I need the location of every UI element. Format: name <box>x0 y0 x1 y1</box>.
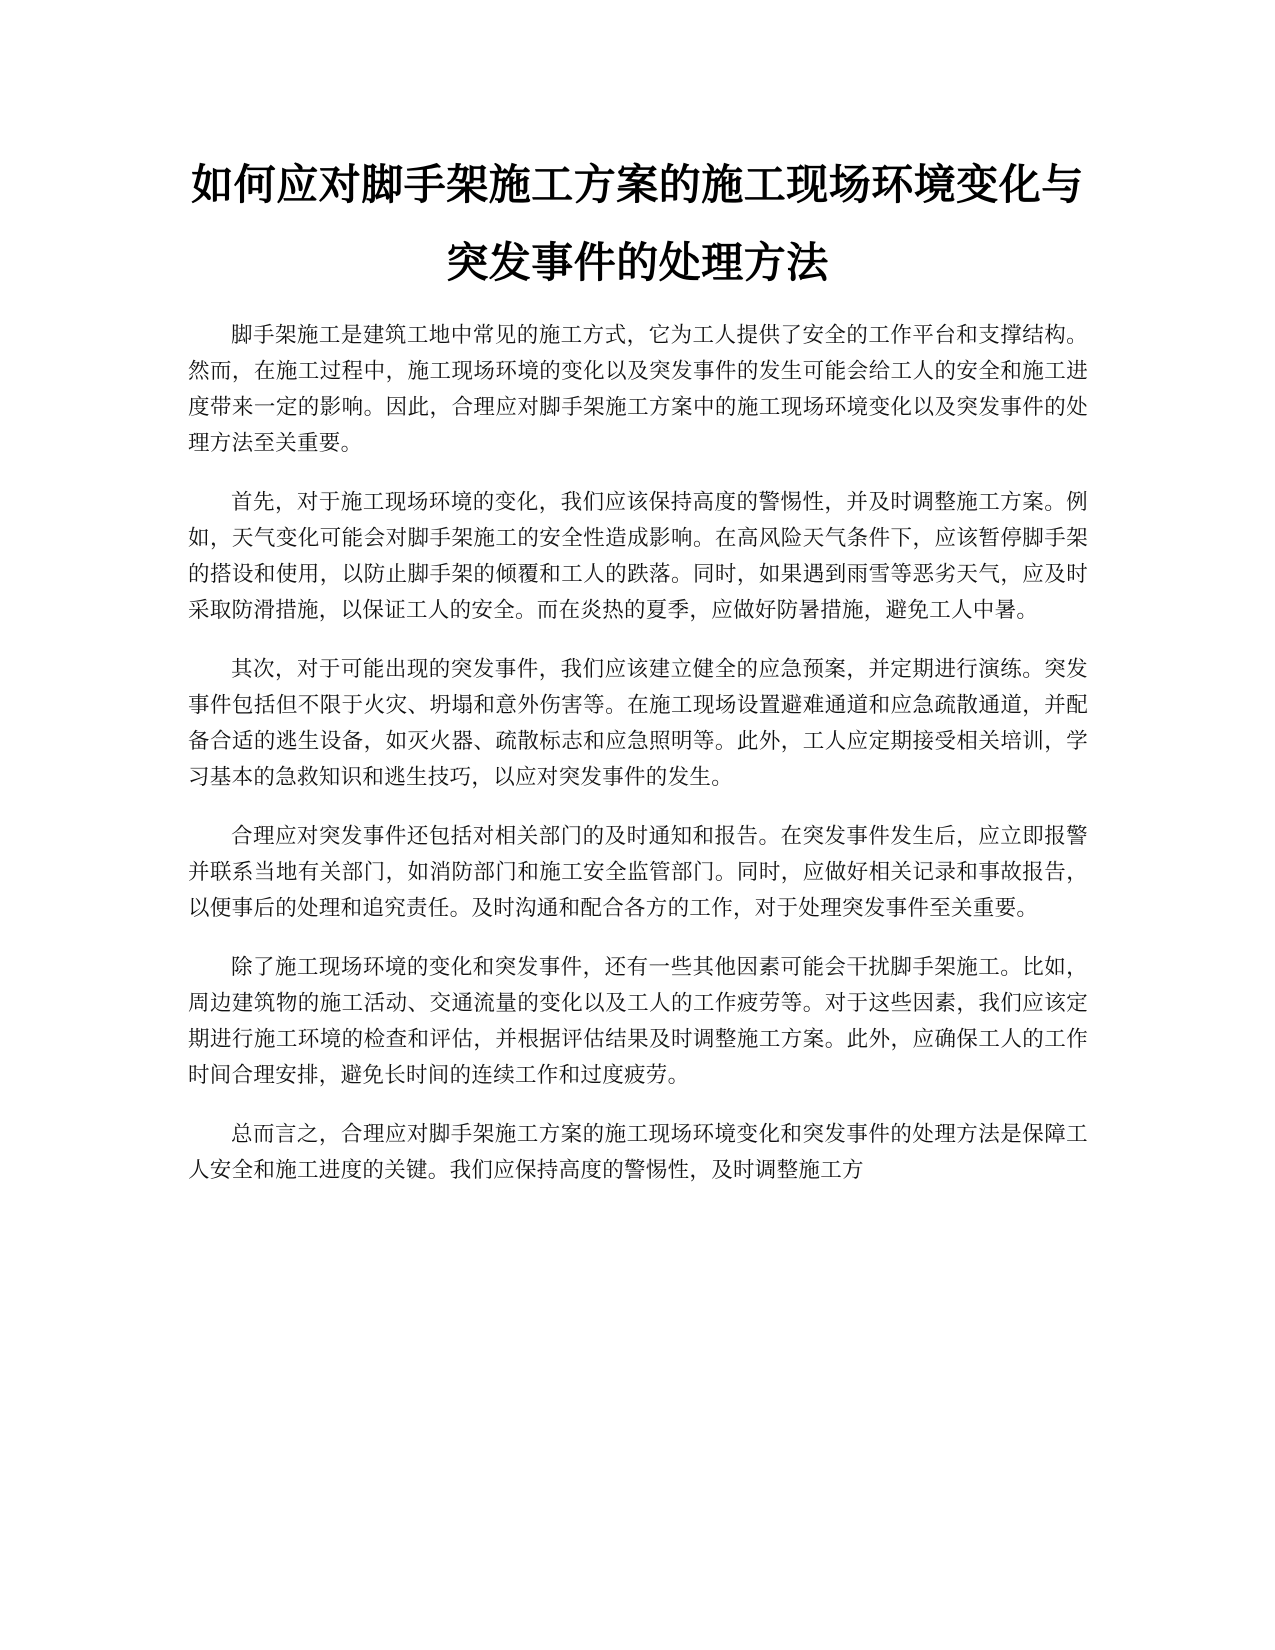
paragraph-environment-changes: 首先，对于施工现场环境的变化，我们应该保持高度的警惕性，并及时调整施工方案。例如，天气变化可能会对脚手架施工的安全性造成影响。在高风险天气条件下，应该暂停脚手架的搭设和使用，以防止脚手架的倾覆和工人的跌落。同时，如果遇到雨雪等恶劣天气，应及时采取防滑措施，以保证工人的安全。而在炎热的夏季，应做好防暑措施，避免工人中暑。 <box>188 490 1088 623</box>
paragraph-reporting: 合理应对突发事件还包括对相关部门的及时通知和报告。在突发事件发生后，应立即报警并联系当地有关部门，如消防部门和施工安全监管部门。同时，应做好相关记录和事故报告，以便事后的处理和追究责任。及时沟通和配合各方的工作，对于处理突发事件至关重要。 <box>188 824 1088 921</box>
paragraph-other-factors: 除了施工现场环境的变化和突发事件，还有一些其他因素可能会干扰脚手架施工。比如，周边建筑物的施工活动、交通流量的变化以及工人的工作疲劳等。对于这些因素，我们应该定期进行施工环境的检查和评估，并根据评估结果及时调整施工方案。此外，应确保工人的工作时间合理安排，避免长时间的连续工作和过度疲劳。 <box>188 955 1088 1088</box>
paragraph-conclusion: 总而言之，合理应对脚手架施工方案的施工现场环境变化和突发事件的处理方法是保障工人安全和施工进度的关键。我们应保持高度的警惕性，及时调整施工方 <box>188 1122 1088 1183</box>
paragraph-emergency-plans: 其次，对于可能出现的突发事件，我们应该建立健全的应急预案，并定期进行演练。突发事件包括但不限于火灾、坍塌和意外伤害等。在施工现场设置避难通道和应急疏散通道，并配备合适的逃生设备，如灭火器、疏散标志和应急照明等。此外，工人应定期接受相关培训，学习基本的急救知识和逃生技巧，以应对突发事件的发生。 <box>188 657 1088 790</box>
paragraph-intro: 脚手架施工是建筑工地中常见的施工方式，它为工人提供了安全的工作平台和支撑结构。然而，在施工过程中，施工现场环境的变化以及突发事件的发生可能会给工人的安全和施工进度带来一定的影响。因此，合理应对脚手架施工方案中的施工现场环境变化以及突发事件的处理方法至关重要。 <box>188 323 1088 456</box>
document-body <box>188 318 1088 1212</box>
document-title: 如何应对脚手架施工方案的施工现场环境变化与突发事件的处理方法 <box>191 160 1084 287</box>
